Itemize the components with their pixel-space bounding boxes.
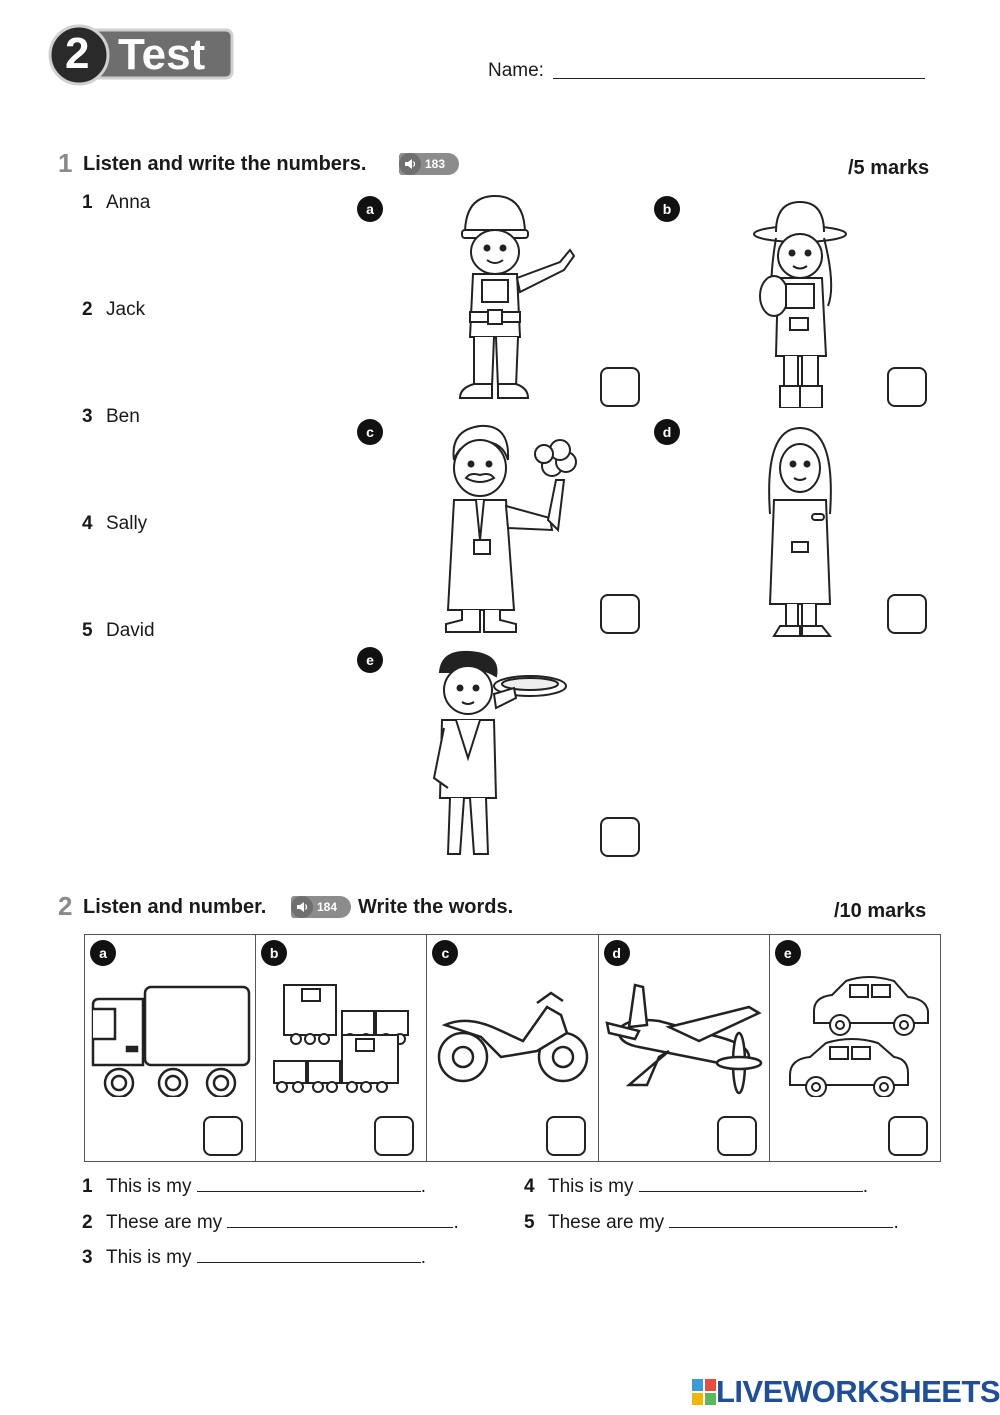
trains-icon	[256, 967, 426, 1097]
answer-blank-5[interactable]	[669, 1210, 893, 1228]
audio-track-number: 183	[425, 157, 446, 171]
answer-box-e[interactable]	[600, 817, 640, 857]
section2-title-part1: Listen and number.	[83, 896, 267, 918]
lorry-icon	[85, 967, 255, 1097]
picture-letter-c: c	[357, 419, 383, 445]
section1-marks: /5 marks	[848, 157, 930, 179]
sentence-4: 4 This is my .	[524, 1176, 869, 1197]
picture-cell-e	[770, 935, 940, 1161]
answer-box-d[interactable]	[887, 594, 927, 634]
section2-title-part2: Write the words.	[358, 896, 514, 918]
list-item: 5 David	[82, 620, 155, 641]
answer-box-a[interactable]	[600, 367, 640, 407]
answer-blank-1[interactable]	[197, 1174, 421, 1192]
section2-number: 2	[58, 891, 73, 921]
speaker-icon	[399, 153, 421, 175]
picture-letter-a: a	[357, 196, 383, 222]
picture-letter-d: d	[654, 419, 680, 445]
vehicle-picture-grid	[84, 934, 941, 1162]
section1-number: 1	[58, 148, 73, 178]
picture-letter-b: b	[654, 196, 680, 222]
answer-box-c[interactable]	[546, 1116, 586, 1156]
picture-cell-a	[85, 935, 256, 1161]
answer-blank-2[interactable]	[227, 1210, 453, 1228]
answer-box-d[interactable]	[717, 1116, 757, 1156]
waiter-icon	[430, 648, 570, 862]
answer-blank-4[interactable]	[639, 1174, 863, 1192]
answer-box-b[interactable]	[374, 1116, 414, 1156]
picture-cell-d	[599, 935, 770, 1161]
picture-letter-d: d	[604, 940, 630, 966]
picture-letter-e: e	[775, 940, 801, 966]
liveworksheets-logo-text: LIVEWORKSHEETS	[716, 1374, 1000, 1409]
test-badge	[48, 24, 236, 86]
sentence-1: 1 This is my .	[82, 1176, 427, 1197]
answer-box-b[interactable]	[887, 367, 927, 407]
audio-track-number: 184	[317, 900, 338, 914]
vet-icon	[760, 424, 840, 638]
picture-letter-e: e	[357, 647, 383, 673]
cook-icon	[440, 420, 590, 636]
list-item: 1 Anna	[82, 192, 151, 213]
section2-marks: /10 marks	[834, 900, 927, 922]
audio-track-button[interactable]	[399, 153, 459, 175]
motorbike-icon	[427, 967, 597, 1097]
picture-cell-c	[427, 935, 598, 1161]
picture-cell-b	[256, 935, 427, 1161]
answer-box-c[interactable]	[600, 594, 640, 634]
section1-title: Listen and write the numbers.	[83, 153, 367, 175]
sentence-2: 2 These are my .	[82, 1212, 459, 1233]
builder-icon	[440, 192, 580, 404]
badge-word: Test	[118, 30, 206, 79]
liveworksheets-logo-icon	[692, 1379, 716, 1405]
speaker-icon	[291, 896, 313, 918]
name-label: Name:	[488, 60, 544, 81]
answer-box-a[interactable]	[203, 1116, 243, 1156]
picture-letter-b: b	[261, 940, 287, 966]
list-item: 3 Ben	[82, 406, 140, 427]
answer-box-e[interactable]	[888, 1116, 928, 1156]
audio-track-button[interactable]	[291, 896, 351, 918]
plane-icon	[599, 967, 769, 1117]
sentence-5: 5 These are my .	[524, 1212, 899, 1233]
badge-number: 2	[65, 29, 90, 78]
name-field[interactable]	[553, 78, 925, 79]
answer-blank-3[interactable]	[197, 1245, 421, 1263]
sentence-3: 3 This is my .	[82, 1247, 427, 1268]
farmer-icon	[740, 196, 860, 408]
list-item: 2 Jack	[82, 299, 146, 320]
liveworksheets-logo	[692, 1374, 1000, 1410]
picture-letter-c: c	[432, 940, 458, 966]
list-item: 4 Sally	[82, 513, 148, 534]
picture-letter-a: a	[90, 940, 116, 966]
cars-icon	[770, 967, 940, 1097]
